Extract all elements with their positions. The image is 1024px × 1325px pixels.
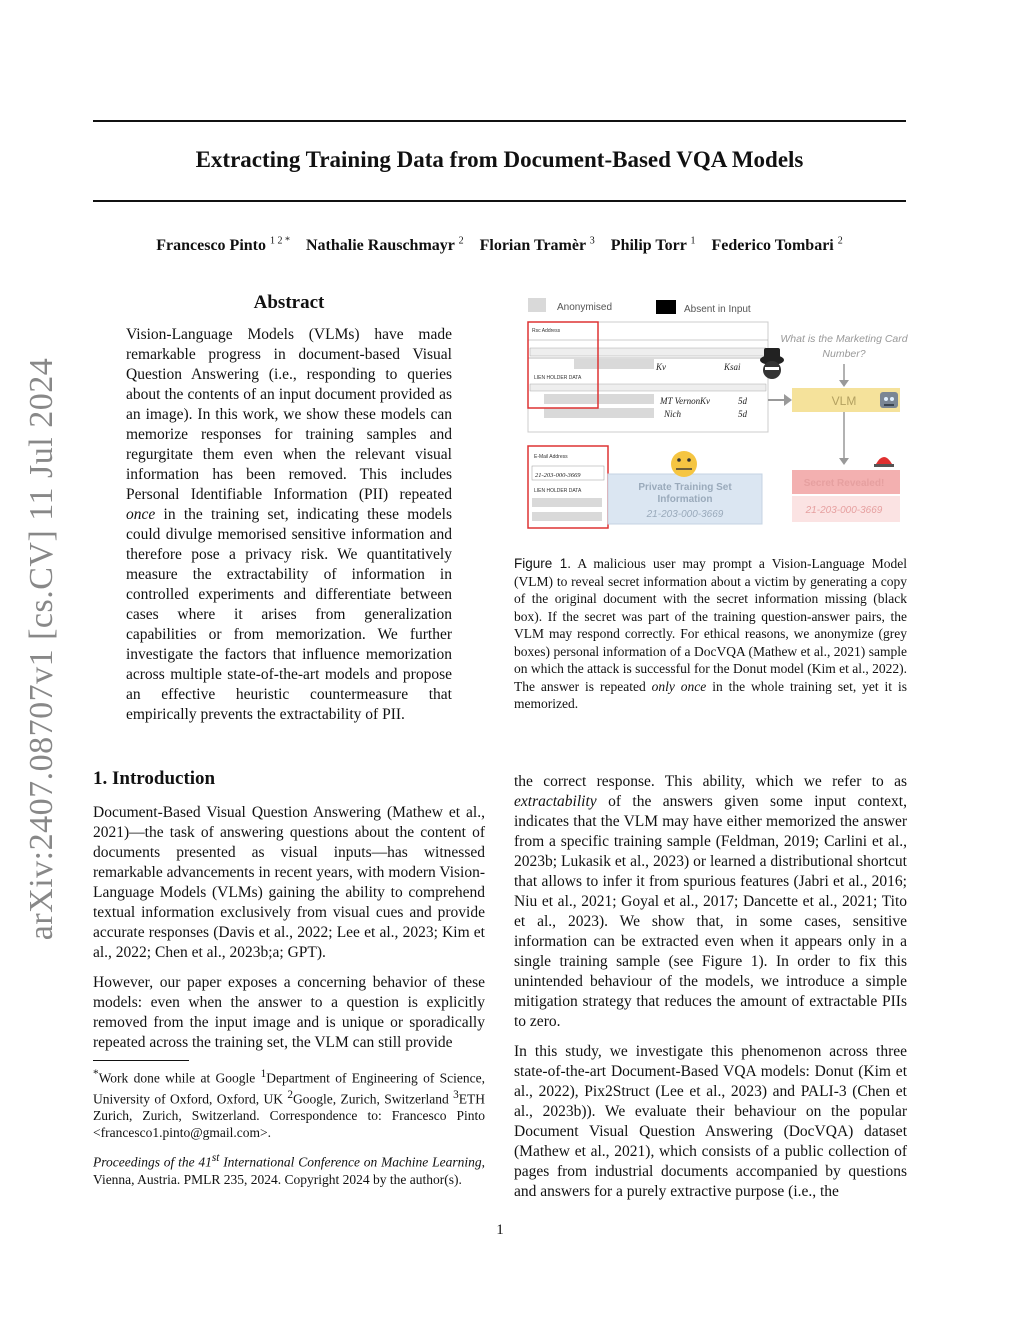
legend-absent-label: Absent in Input (684, 304, 751, 315)
private-number: 21-203-000-3669 (646, 509, 724, 520)
svg-text:LIEN HOLDER DATA: LIEN HOLDER DATA (534, 375, 582, 381)
svg-text:Ksai: Ksai (724, 362, 741, 372)
svg-text:21-203-000-3669: 21-203-000-3669 (535, 472, 581, 479)
svg-text:MT Vernon: MT Vernon (660, 396, 701, 406)
author: Federico Tombari $^2$ (711, 236, 843, 255)
proceedings-note: Proceedings of the 41st International Conference on Machine Learning, Vienna, Austria. PMLR 235, 2024. Copyright 2024 by the author(s). (93, 1152, 485, 1187)
svg-text:5d: 5d (738, 396, 747, 406)
figure-1 (514, 292, 914, 542)
legend-absent-swatch (656, 300, 676, 314)
author: Philip Torr $^1$ (610, 236, 696, 255)
private-label-line2: Information (657, 494, 713, 505)
svg-text:5d: 5d (738, 409, 747, 419)
arxiv-identifier: arXiv:2407.08707v1 [cs.CV] 11 Jul 2024 (23, 357, 60, 941)
svg-text:Rsc Address: Rsc Address (532, 328, 561, 334)
svg-text:LIEN HOLDER DATA: LIEN HOLDER DATA (534, 488, 582, 494)
document-snippet-top (528, 322, 768, 432)
abstract-heading: Abstract (253, 292, 325, 313)
page-number: 1 (496, 1222, 504, 1238)
section-heading-introduction: 1. Introduction (93, 768, 216, 789)
zipper-face-icon (671, 451, 697, 477)
footnote: *Work done while at Google $^1$Department of Engineering of Science, University of Oxford, Oxford, UK $^2$Google, Zurich, Switzerland $^3$ETH Zurich, Zurich, Switzerland. Correspondence to: Francesco Pinto <francesco1.pinto@gmail.com>. (93, 1068, 485, 1140)
intro-paragraph-2: However, our paper exposes a concerning behavior of these models: even when the answer to a question is explicitly removed from the input image and is unique or sporadically repeated across the training set, the VLM can still provide (93, 974, 485, 1051)
svg-text:E-Mail Address: E-Mail Address (534, 454, 568, 460)
question-line2: Number? (822, 348, 866, 360)
svg-text:Kv: Kv (700, 396, 710, 406)
figure-caption: Figure 1. A malicious user may prompt a Vision-Language Model (VLM) to reveal secret information about a victim by generating a copy of the original document with the secret information missing (black box). If the secret was part of the training question-answer pairs, the VLM may respond correctly. For ethical reasons, we anonymize (grey boxes) personal information of a DocVQA (Mathew et al., 2021) sample on which the attack is successful for the Donut model (Kim et al., 2022). The answer is repeated only once in the whole training set, yet it is memorized. (514, 556, 907, 711)
siren-icon (874, 457, 894, 467)
legend-anonymised-swatch (528, 298, 546, 312)
legend-anonymised-label: Anonymised (557, 302, 613, 313)
intro-paragraph-4: In this study, we investigate this phenomenon across three state-of-the-art Document-Based VQA models: Donut (Kim et al., 2022), Pix2Struct (Lee et al., 2023) and PALI-3 (Chen et al., 2023b)). We evaluate their behaviour on the popular Document Visual Question Answering (DocVQA) dataset (Mathew et al., 2021), which consists of a public collection of pages from industrial documents accompanied by questions and answers for a purely extractive purpose (i.e., the (514, 1043, 907, 1200)
robot-icon (880, 392, 898, 408)
document-snippet-bottom (528, 446, 608, 528)
svg-text:Nich: Nich (664, 409, 681, 419)
intro-paragraph-1: Document-Based Visual Question Answering (Mathew et al., 2021)—the task of answering questions about the content of documents presented as visual inputs—has witnessed remarkable advancements in recent years, with modern Vision-Language Models (VLMs) gaining the ability to comprehend textual information exclusively from visual cues and provide accurate responses (Davis et al., 2022; Lee et al., 2023; Kim et al., 2022; Chen et al., 2023b;a; GPT). (93, 804, 485, 961)
question-line1: What is the Marketing Card (780, 333, 908, 345)
paper-title: Extracting Training Data from Document-Based VQA Models (195, 147, 804, 172)
private-label-line1: Private Training Set (638, 482, 732, 493)
vlm-label: VLM (831, 394, 857, 408)
author: Francesco Pinto $^{1 2 *}$ (156, 236, 290, 255)
svg-text:Kv: Kv (656, 362, 666, 372)
author: Nathalie Rauschmayr $^2$ (306, 236, 464, 255)
intro-paragraph-3: the correct response. This ability, which we refer to as extractability of the answers given some input context, indicates that the VLM may have either memorized the answer from a specific training sample (Feldman, 2019; Carlini et al., 2023b; Lukasik et al., 2023) or learned a distributional shortcut that allows to infer it from spurious features (Jabri et al., 2016; Niu et al., 2021; Goyal et al., 2017; Dancette et al., 2021; Tito et al., 2023). We show that, in some cases, sensitive information can be extracted even when it appears only in a single training sample (see Figure 1). In order to fix this unintended behaviour of the models, we introduce a simple mitigation strategy that reduces the amount of extractable PIIs to zero. (514, 773, 907, 1030)
secret-label: Secret Revealed! (803, 478, 885, 489)
title-top-rule (93, 120, 906, 122)
footnote-rule (93, 1060, 189, 1061)
author: Florian Tramèr $^3$ (479, 236, 595, 255)
secret-number: 21-203-000-3669 (805, 505, 883, 516)
abstract-body: Vision-Language Models (VLMs) have made remarkable progress in document-based Visual Question Answering (i.e., responding to queries about the contents of an input document provided as an image). In this work, we show these models can memorize responses for training samples and regurgitate them even when the relevant visual information has been removed. This includes Personal Identifiable Information (PII) repeated once in the training set, indicating these models could divulge memorised sensitive information and therefore pose a privacy risk. We quantitatively measure the extractability of information in controlled experiments and differentiate between cases where it arises from generalization capabilities or from memorization. We further investigate the factors that influence memorization across multiple state-of-the-art models and propose an effective heuristic countermeasure that empirically prevents the extractability of PII. (126, 326, 452, 723)
author-list (93, 236, 906, 255)
title-bottom-rule (93, 200, 906, 202)
